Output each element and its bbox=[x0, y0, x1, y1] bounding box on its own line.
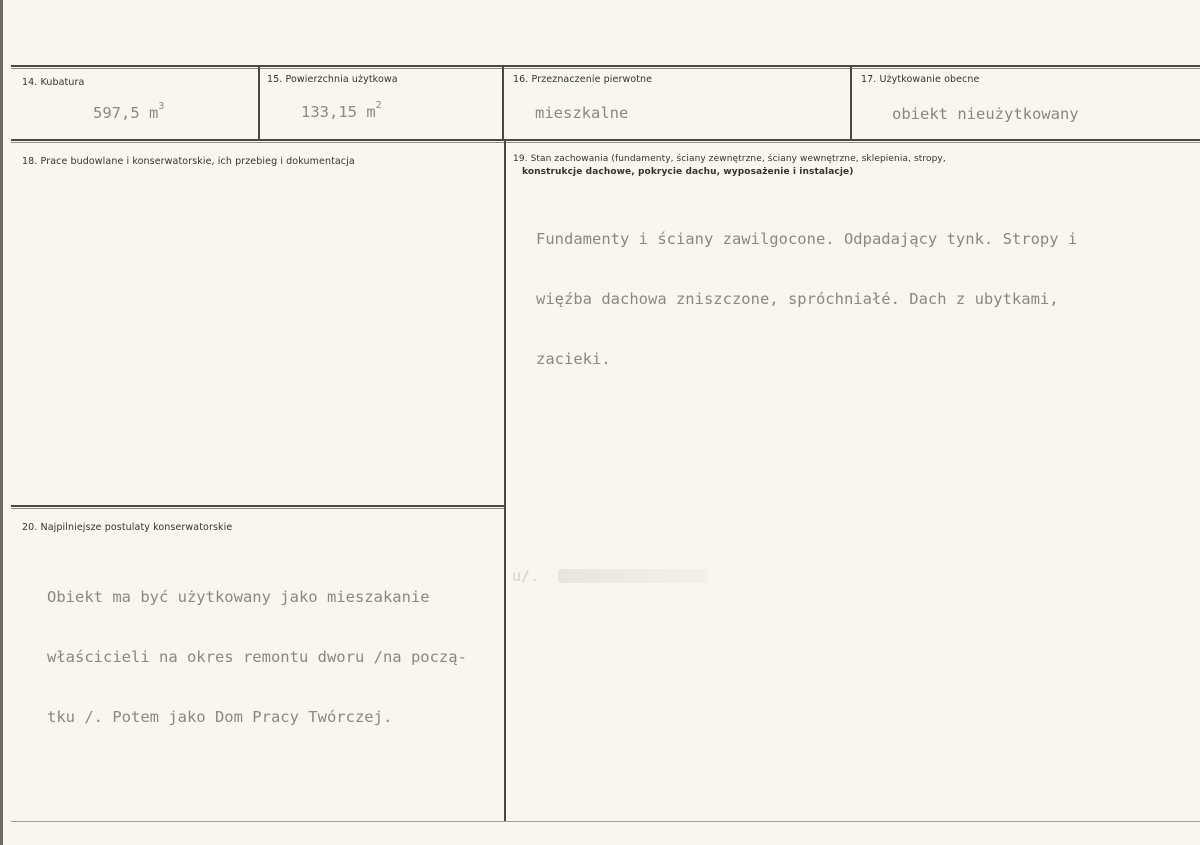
field-17-value: obiekt nieużytkowany bbox=[892, 105, 1079, 123]
field-16-value: mieszkalne bbox=[535, 104, 629, 122]
field-19-line: Fundamenty i ściany zawilgocone. Odpadający tynk. Stropy i bbox=[536, 230, 1078, 248]
field-14-value bbox=[93, 101, 165, 123]
top-rule bbox=[11, 65, 1200, 67]
field-16-label: 16. Przeznaczenie pierwotne bbox=[513, 74, 653, 85]
field-19-line: zacieki. bbox=[536, 350, 611, 368]
row1-bottom-rule bbox=[11, 139, 1200, 141]
field-20-overflow-text: u/. bbox=[512, 567, 540, 585]
field-15-value bbox=[301, 100, 382, 122]
field-14-value-text: 597,5 m bbox=[93, 104, 159, 123]
field-19-label-line2: konstrukcje dachowe, pokrycie dachu, wyposażenie i instalacje) bbox=[522, 167, 854, 177]
bottom-rule bbox=[11, 821, 1200, 822]
field-14-unit-exponent: 3 bbox=[158, 101, 165, 112]
field-20-line: właścicieli na okres remontu dworu /na począ- bbox=[47, 648, 467, 666]
field-19-label-line1 bbox=[513, 154, 946, 164]
field-20-line: Obiekt ma być użytkowany jako mieszakanie bbox=[47, 588, 430, 606]
divider-14-15 bbox=[258, 66, 260, 141]
field-20-text bbox=[47, 547, 467, 767]
top-rule-inner bbox=[11, 68, 1200, 69]
field-20-line: tku /. Potem jako Dom Pracy Twórczej. bbox=[47, 708, 393, 726]
field-15-unit-exponent: 2 bbox=[375, 100, 382, 111]
field-15-value-text: 133,15 m bbox=[301, 103, 376, 122]
divider-main bbox=[504, 141, 506, 821]
field-17-label: 17. Użytkowanie obecne bbox=[861, 74, 980, 85]
faint-smudge bbox=[558, 569, 708, 583]
field-19-line: więźba dachowa zniszczone, spróchniałé. Dach z ubytkami, bbox=[536, 290, 1059, 308]
field-19-text bbox=[536, 189, 1077, 409]
divider-16-17 bbox=[850, 66, 852, 141]
divider-15-16 bbox=[502, 66, 504, 141]
field-18-label: 18. Prace budowlane i konserwatorskie, ich przebieg i dokumentacja bbox=[22, 156, 355, 167]
rule-18-20 bbox=[11, 505, 505, 507]
row1-bottom-rule-inner bbox=[11, 142, 1200, 143]
field-15-label: 15. Powierzchnia użytkowa bbox=[267, 74, 398, 85]
field-20-label: 20. Najpilniejsze postulaty konserwatorskie bbox=[22, 522, 233, 533]
rule-18-20-inner bbox=[11, 508, 505, 509]
field-14-label: 14. Kubatura bbox=[22, 77, 85, 88]
field-19-label-text: 19. Stan zachowania (fundamenty, ściany zewnętrzne, ściany wewnętrzne, sklepienia, stropy, bbox=[513, 154, 946, 164]
